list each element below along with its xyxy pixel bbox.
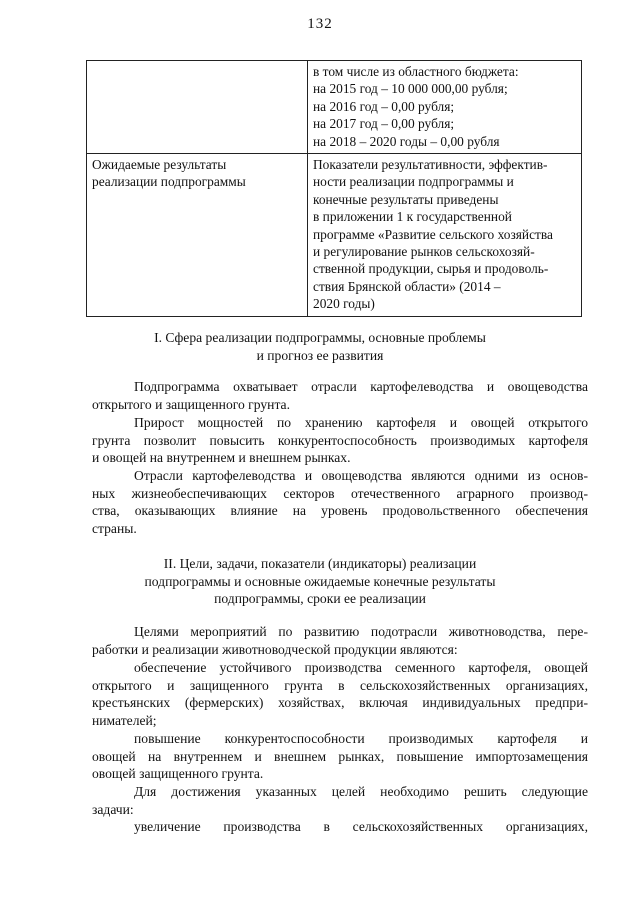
- text-line: Прирост мощностей по хранению картофеля и овощей открытого: [134, 415, 588, 430]
- text-line: открытого и защищенного грунта в сельскохозяйственных организациях,: [92, 677, 588, 693]
- label-line: Ожидаемые результаты: [92, 157, 227, 173]
- title-line: II. Цели, задачи, показатели (индикаторы) реализации: [163, 556, 477, 571]
- text-line: работки и реализации животноводческой продукции являются:: [92, 641, 458, 657]
- paragraph: [92, 414, 588, 467]
- title-line: I. Сфера реализации подпрограммы, основные проблемы: [154, 330, 486, 345]
- program-info-table: [86, 60, 582, 317]
- funding-line: на 2016 год – 0,00 рубля;: [313, 98, 455, 114]
- title-line: подпрограммы, сроки ее реализации: [214, 591, 426, 607]
- results-line: ственной продукции, сырья и продоволь-: [313, 261, 549, 277]
- text-line: нимателей;: [92, 712, 157, 728]
- text-line: Для достижения указанных целей необходимо решить следующие: [134, 784, 588, 799]
- table-row-funding: [87, 61, 582, 154]
- paragraph: [92, 378, 588, 413]
- page-number: 132: [307, 16, 333, 32]
- results-line: ствия Брянской области» (2014 –: [313, 278, 501, 294]
- results-line: конечные результаты приведены: [313, 191, 499, 207]
- text-line: овощей защищенного грунта.: [92, 766, 264, 782]
- title-line: подпрограммы и основные ожидаемые конечные результаты: [144, 573, 496, 589]
- section-2-title: [0, 555, 640, 608]
- funding-line: на 2018 – 2020 годы – 0,00 рубля: [313, 133, 500, 149]
- text-line: ства, оказывающих влияние на уровень продовольственного обеспечения: [92, 503, 588, 519]
- text-line: открытого и защищенного грунта.: [92, 396, 290, 412]
- text-line: обеспечение устойчивого производства семенного картофеля, овощей: [134, 660, 588, 675]
- label-line: реализации подпрограммы: [92, 174, 246, 190]
- text-line: ных жизнеобеспечивающих секторов отечественного аграрного производ-: [92, 485, 588, 501]
- text-line: овощей на внутреннем и внешнем рынках, повышение импортозамещения: [92, 748, 588, 764]
- text-line: Целями мероприятий по развитию подотрасли животноводства, пере-: [134, 624, 588, 639]
- results-line: в приложении 1 к государственной: [313, 209, 512, 225]
- paragraph: [92, 623, 588, 658]
- results-line: и регулирование рынков сельскохозяй-: [313, 244, 535, 260]
- paragraph: [92, 783, 588, 818]
- table-cell-funding: [308, 61, 582, 154]
- text-line: крестьянских (фермерских) хозяйствах, включая индивидуальных предпри-: [92, 695, 588, 711]
- text-line: Подпрограмма охватывает отрасли картофелеводства и овощеводства: [134, 379, 588, 394]
- section-1-title: [0, 329, 640, 364]
- paragraph: [92, 730, 588, 783]
- table-row-expected-results: [87, 154, 582, 317]
- results-line: 2020 годы): [313, 296, 375, 312]
- paragraph: [92, 659, 588, 729]
- paragraph: [92, 818, 588, 836]
- funding-line: в том числе из областного бюджета:: [313, 64, 519, 79]
- table-cell-label: [87, 154, 308, 317]
- text-line: страны.: [92, 520, 137, 536]
- table-cell-results: [308, 154, 582, 317]
- paragraph: [92, 467, 588, 537]
- text-line: увеличение производства в сельскохозяйственных организациях,: [134, 819, 588, 834]
- funding-line: на 2017 год – 0,00 рубля;: [313, 116, 455, 132]
- results-line: программе «Развитие сельского хозяйства: [313, 226, 553, 242]
- text-line: грунта позволит повысить конкурентоспособность производимых картофеля: [92, 432, 588, 448]
- title-line: и прогноз ее развития: [256, 347, 384, 363]
- text-line: задачи:: [92, 801, 134, 817]
- results-line: Показатели результативности, эффектив-: [313, 157, 548, 173]
- text-line: повышение конкурентоспособности производимых картофеля и: [134, 731, 588, 746]
- text-line: Отрасли картофелеводства и овощеводства являются одними из основ-: [134, 468, 588, 483]
- funding-line: на 2015 год – 10 000 000,00 рубля;: [313, 81, 508, 97]
- text-line: и овощей на внутреннем и внешнем рынках.: [92, 450, 351, 466]
- table-cell-label: [87, 61, 308, 154]
- results-line: ности реализации подпрограммы и: [313, 174, 514, 190]
